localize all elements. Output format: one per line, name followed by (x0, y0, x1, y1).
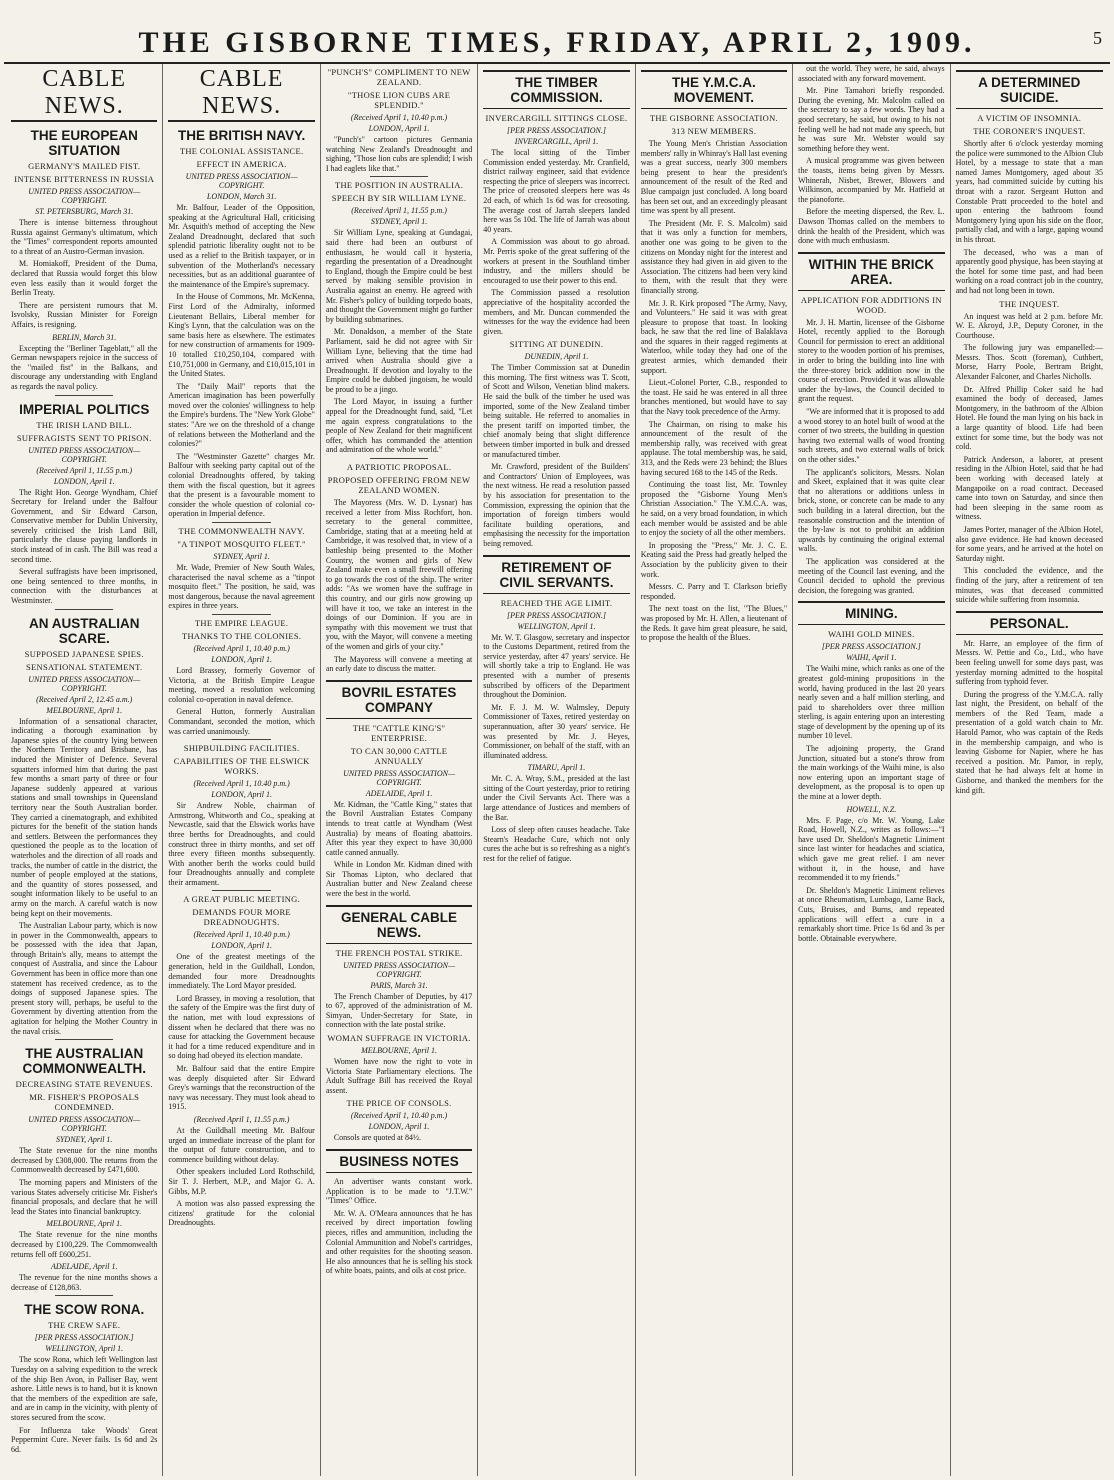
received-line: (Received April 1, 10.40 p.m.) (350, 113, 448, 122)
subheading: THE CORONER'S INQUEST. (973, 126, 1086, 136)
dateline: PARIS, March 31. (370, 980, 428, 990)
paragraph: Lord Brassey, in moving a resolution, that the safety of the Empire was the first duty of the nation, met with loud expressions of dissent when he declared that there was no cause for attacking the Government because it had for a time reduced expenditure and in so doing had obeyed its election mandate. (168, 993, 315, 1061)
received-line: (Received April 1, 10.40 p.m.) (193, 779, 290, 789)
paragraph: The Young Men's Christian Association members' rally in Whinray's Hall last evening was a great success, nearly 300 members being present to hear the president's announcement of the result of the Red and Blue campaign just concluded. A long board has been set out, and an exceedingly pleasant time was spent by all present. (640, 139, 788, 216)
paragraph: Mr. W. A. O'Meara announces that he has received by direct importation fowling pieces, rifles and ammunition, including the Colonial Ammunition and Nobel's cartridges, and other requisites for the shooting season. He also announces that he is selling his stock of white boats, paints, and oils at cost price. (325, 1208, 473, 1276)
dateline: LONDON, April 1. (53, 476, 115, 486)
credit-line: UNITED PRESS ASSOCIATION—COPYRIGHT. (28, 674, 141, 693)
subheading: DEMANDS FOUR MORE DREADNOUGHTS. (192, 907, 291, 928)
dateline: LONDON, April 1. (211, 790, 273, 800)
columns (6, 64, 1108, 1476)
subheading: TO CAN 30,000 CATTLE ANNUALLY (350, 745, 448, 766)
dateline: TIMARU, April 1. (527, 763, 586, 773)
paragraph: While in London Mr. Kidman dined with Sir Thomas Lipton, who declared that Australian butter and New Zealand cheese were the best in the world. (325, 860, 473, 899)
dateline: ADELAIDE, April 1. (50, 1262, 118, 1272)
paragraph: Sir Andrew Noble, chairman of Armstrong, Whitworth and Co., speaking at Newcastle, said that the Elswick works have three berths for Dreadnoughts, and could construct three in thirty months, and set off three every fifteen months subsequently. With another berth the works could build four Dreadnoughts annually and complete their armament. (168, 801, 315, 887)
subheading: THE CREW SAFE. (48, 1320, 121, 1331)
paragraph: An advertiser wants constant work. Application is to be made to "J.T.W." "Times" Office. (325, 1177, 473, 1206)
credit-line: [PER PRESS ASSOCIATION.] (34, 1333, 134, 1343)
paragraph: Lieut.-Colonel Porter, C.B., responded to the toast. He said he was entered in all three branches mentioned, but would have to say that the Navy took precedence of the Army. (640, 378, 788, 417)
column-7 (951, 64, 1108, 1476)
paragraph: Several suffragists have been imprisoned, one being sentenced to three months, in connection with the disturbances at Westminster. (11, 567, 158, 606)
paragraph: The applicant's solicitors, Messrs. Nolan and Skeet, explained that it was quite clear that no alterations or additions unless in brick, stone, or concrete can be made to any such building in a lateral direction, but the reasonable construction and the intention of the by-law is not to prohibit an addition upwards by continuing the original external walls. (798, 467, 945, 554)
paragraph: Information of a sensational character, indicating a thorough examination by Japanese spies of the country lying between the Northern Territory and Brisbane, has induced the Minister of Defence. Several squatters informed him that during the past few months a smart party of three or four Japanese suddenly appeared at various stations and small townships in Queensland territory near the South Australian border. They carried a cinematograph, and exhibited pictures for the benefit of the station hands and settlers. Between the performances they questioned the people as to the location of waterholes and the direction of all roads and tracks, the number of cattle in the district, the number of people employed at the stations, and the quantity of stores possessed, and sought information likely to be useful to an army on the march. A careful watch is now being kept on their movements. (11, 716, 158, 918)
section-heading: THE POSITION IN AUSTRALIA. (334, 180, 464, 191)
credit-line: UNITED PRESS ASSOCIATION—COPYRIGHT. (28, 187, 141, 205)
headline: THE AUSTRALIAN COMMONWEALTH. (22, 1046, 146, 1077)
paragraph: Women have now the right to vote in Victoria State Parliamentary elections. The Adult Suffrage Bill has received the Royal assent. (325, 1057, 473, 1095)
paragraph: The adjoining property, the Grand Junction, situated but a stone's throw from the main workings of the Waihi mine, is also now entering upon an important stage of development, as the proposal is to open up the mine at a lower depth. (798, 744, 945, 802)
advert-paragraph: For Influenza take Woods' Great Peppermint Cure. Never fails. 1s 6d and 2s 6d. (11, 1425, 158, 1454)
subheading: SUPPOSED JAPANESE SPIES. (24, 648, 144, 659)
dateline: MELBOURNE, April 1. (46, 705, 123, 715)
divider (370, 458, 429, 459)
paragraph: There is intense bitterness throughout Russia against Germany's ultimatum, which the "Times" correspondent reports amounted to a threat of an Austro-German invasion. (11, 218, 158, 256)
paragraph: Other speakers included Lord Rothschild, Sir T. J. Herbert, M.P., and Major G. A. Gibbs, M.P. (168, 1167, 315, 1196)
paragraph: At the Guildhall meeting Mr. Balfour urged an immediate increase of the plant for the output of future construction, and to commence building without delay. (168, 1125, 315, 1164)
paragraph: Messrs. C. Parry and T. Clarkson briefly responded. (640, 582, 788, 601)
paragraph: The Commission passed a resolution appreciative of the hospitality accorded the members, and Mr. Duncan commended the witnesses for the way the evidence had been given. (483, 288, 630, 336)
paragraph: out the world. They were, he said, always associated with any forward movement. (798, 64, 945, 83)
paragraph: A Commission was about to go abroad. Mr. Perris spoke of the great suffering of the workers at present in the Southland timber industry, and the millers should be encouraged to use their power to this end. (483, 237, 630, 285)
subheading: THE GISBORNE ASSOCIATION. (649, 113, 778, 123)
divider (55, 1039, 114, 1040)
advert-paragraph: Dr. Sheldon's Magnetic Liniment relieves at once Rheumatism, Lumbago, Lame Back, Cuts, Bruises, and Burns, and repeated applications will effect a cure in a remarkably short time. Price 1s 6d and 3s per bottle. Obtainable everywhere. (798, 885, 945, 943)
paragraph: Excepting the "Berliner Tageblatt," all the German newspapers rejoice in the success of the "mailed fist" in the Balkans, and discourage any understanding with England as regards the naval policy. (11, 343, 158, 391)
paragraph: Mr. W. T. Glasgow, secretary and inspector to the Customs Department, retired from the service yesterday, after 47 years' service. He will shortly take a trip to England. He was presented with a number of presents subscribed by officers of the Department throughout the Dominion. (483, 632, 630, 700)
headline: WITHIN THE BRICK AREA. (798, 252, 944, 291)
headline: A DETERMINED SUICIDE. (956, 70, 1103, 109)
subheading: THE COLONIAL ASSISTANCE. (179, 146, 304, 156)
paragraph: Dr. Alfred Phillip Coker said he had examined the body of deceased, James Montgomery, in the bathroom of the Albion Hotel. He found the man lying on his back in a large quantity of blood. Life had been extinct for some time, but the body was not cold. (955, 384, 1103, 452)
paragraph: Mr. Harre, an employee of the firm of Messrs. W. Pettie and Co., Ltd., who have been feeling unwell for some days past, was yesterday morning admitted to the hospital suffering from typhoid fever. (955, 638, 1103, 687)
paragraph: General Hutton, formerly Australian Commandant, seconded the motion, which was carried unanimously. (168, 707, 315, 736)
paragraph: The Timber Commission sat at Dunedin this morning. The first witness was T. Scott, of Scott and Wilson, Venetian blind makers. He said the bulk of the timber he used was imported, some of the New Zealand timber being suitable. He referred to anomalies in the present tariff on imported timber, the chief anomaly being that slight difference between timber imported in bulk and dressed or manufactured timber. (483, 363, 630, 459)
paragraph: The Mayoress will convene a meeting at an early date to discuss the matter. (325, 654, 473, 674)
subheading: MR. FISHER'S PROPOSALS CONDEMNED. (29, 1092, 140, 1113)
subheading: "THOSE LION CUBS ARE SPLENDID." (347, 90, 451, 110)
paragraph: There are persistent rumours that M. Isvolsky, Russian Minister for Foreign Affairs, is resigning. (11, 300, 158, 329)
section-heading: SHIPBUILDING FACILITIES. (183, 743, 300, 754)
received-line: (Received April 1, 10.40 p.m.) (193, 930, 290, 940)
subheading: INTENSE BITTERNESS IN RUSSIA (14, 174, 155, 184)
paragraph: The "Westminster Gazette" charges Mr. Balfour with seeking party capital out of the colonial Dreadnoughts offered, by taking them with the fiscal question, but it agrees that the present is a favourable moment to consider the whole question of colonial co-operation in Imperial defence. (168, 451, 315, 519)
credit-line: UNITED PRESS ASSOCIATION—COPYRIGHT. (185, 172, 298, 190)
paragraph: M. Homiakoff, President of the Duma, declared that Russia would forget this blow even less easily than it would forget the Berlin Treaty. (11, 259, 158, 298)
masthead-title: THE GISBORNE TIMES, FRIDAY, APRIL 2, 1909. (138, 26, 976, 59)
paragraph: The deceased, who was a man of apparently good physique, has been staying at the hotel for some time past, and had been working on a road contract job in the country, and had not long been in town. (955, 247, 1103, 295)
paragraph: During the progress of the Y.M.C.A. rally last night, the President, on behalf of the members of the Red Team, made a presentation of a gold watch chain to Mr. Harold Pamor, who was captain of the Reds in the membership campaign, and who is leaving Gisborne for Napier, where he has received a position. Mr. Pamor, in reply, stated that he had always felt at home in Gisborne, and thanked the members for the kind gift. (955, 689, 1103, 795)
subheading: SITTING AT DUNEDIN. (509, 339, 604, 350)
cable-news-banner: CABLE NEWS. (11, 66, 157, 122)
dateline: HOWELL, N.Z. (846, 804, 897, 814)
headline: THE SCOW RONA. (24, 1302, 145, 1318)
dateline: MELBOURNE, April 1. (46, 1219, 123, 1229)
column-4 (478, 64, 635, 1476)
paragraph: In proposing the "Press," Mr. J. C. E. Keating said the Press had greatly helped the Association by the publicity given to their work. (640, 540, 788, 579)
advert-paragraph: Mrs. F. Page, c/o Mr. W. Young, Lake Road, Howell, N.Z., writes as follows:—"I have used Dr. Sheldon's Magnetic Liniment since last winter for headaches and sciatica, which gave me great relief. I am never without it, in the house, and have recommended it to my friends." (798, 815, 945, 883)
subheading: THANKS TO THE COLONIES. (181, 630, 302, 641)
subheading: PROPOSED OFFERING FROM NEW ZEALAND WOMEN. (327, 475, 471, 496)
subheading: A VICTIM OF INSOMNIA. (977, 113, 1082, 123)
credit-line: [PER PRESS ASSOCIATION.] (507, 126, 606, 135)
paragraph: Lord Brassey, formerly Governor of Victoria, at the British Empire League meeting, moved a resolution welcoming colonial co-operation in naval defence. (168, 665, 315, 704)
paragraph: The morning papers and Ministers of the various States adversely criticise Mr. Fisher's financial proposals, and declare that he will lead the States into financial bankruptcy. (11, 1178, 158, 1216)
divider (55, 395, 114, 396)
received-line: (Received April 1, 10.40 p.m.) (350, 1111, 448, 1121)
divider (212, 890, 271, 891)
dateline: LONDON, April 1. (368, 124, 430, 133)
received-line: (Received April 2, 12.45 a.m.) (36, 694, 133, 704)
column-6 (793, 64, 950, 1476)
headline: AN AUSTRALIAN SCARE. (28, 615, 140, 646)
credit-line: UNITED PRESS ASSOCIATION—COPYRIGHT. (343, 768, 456, 787)
subheading: THE PRICE OF CONSOLS. (346, 1098, 452, 1109)
paragraph: This concluded the evidence, and the finding of the jury, after a retirement of ten minutes, was that deceased committed suicide while suffering from insomnia. (955, 566, 1103, 605)
section-heading: "PUNCH'S" COMPLIMENT TO NEW ZEALAND. (327, 67, 471, 87)
dateline: WAIHI, April 1. (846, 653, 897, 663)
paragraph: Mr. Wade, Premier of New South Wales, characterised the naval scheme as a "tinpot mosquito fleet." The position, he said, was most dangerous, because the naval agreement expires in three years. (168, 563, 315, 611)
dateline: ADELAIDE, April 1. (365, 788, 433, 798)
subheading: GERMANY'S MAILED FIST. (28, 161, 141, 171)
paragraph: Mr. J. H. Martin, licensee of the Gisborne Hotel, recently applied to the Borough Council for permission to erect an additional storey to the wooden portion of his premises, in order to bring the building into line with the three-storey brick addition now in the course of erection. Provided it was allowable under the by-laws, the Council decided to grant the request. (798, 317, 945, 404)
dateline: WELLINGTON, April 1. (45, 1344, 124, 1354)
divider (212, 739, 271, 740)
column-2 (163, 64, 320, 1476)
subheading: THE IRISH LAND BILL. (36, 419, 133, 430)
headline: RETIREMENT OF CIVIL SERVANTS. (483, 555, 629, 594)
advert-paragraph: Loss of sleep often causes headache. Take Stearn's Headache Cure, which not only cures the ache but is so refreshing as a night's rest for the relief of fatigue. (483, 825, 630, 864)
section-heading: THE COMMONWEALTH NAVY. (178, 526, 305, 536)
paragraph: The French Chamber of Deputies, by 417 to 67, approved of the administration of M. Simyan, Under-Secretary for State, in connection with the late postal strike. (325, 991, 473, 1030)
dateline: WELLINGTON, April 1. (517, 621, 596, 631)
column-5 (636, 64, 793, 1476)
dateline: LONDON, April 1. (211, 941, 273, 951)
credit-line: UNITED PRESS ASSOCIATION—COPYRIGHT. (28, 1115, 141, 1134)
received-line: (Received April 1, 10.40 p.m.) (193, 643, 290, 653)
paragraph: James Porter, manager of the Albion Hotel, also gave evidence. He had known deceased for some years, and he arrived at the hotel on Saturday night. (955, 524, 1103, 563)
paragraph: Mr. Balfour, Leader of the Opposition, speaking at the Agricultural Hall, criticising Mr. Asquith's method of accepting the New Zealand Dreadnought, declared that such splendid patriotic liberality ought not to be used as a relief to the British taxpayer, or in subvention of the Motherland's necessary necessities, but as an additional guarantee of the maintenance of the Empire's supremacy. (168, 203, 315, 289)
subheading: EFFECT IN AMERICA. (196, 159, 287, 169)
subheading: SPEECH BY SIR WILLIAM LYNE. (331, 193, 467, 204)
headline: PERSONAL. (956, 611, 1103, 635)
paragraph: An inquest was held at 2 p.m. before Mr. W. E. Akroyd, J.P., Deputy Coroner, in the Courthouse. (955, 311, 1103, 340)
section-heading: THE EMPIRE LEAGUE. (194, 617, 289, 628)
divider (55, 1295, 114, 1296)
paragraph: Mr. Pine Tamahori briefly responded. During the evening, Mr. Malcolm called on the secretary to say a few words. They had a good secretary, he said, but owing to his not feeling well he had not made any speech, but he was sure Mr. Webster would say something before they went. (798, 86, 945, 153)
paragraph: Mr. C. A. Wray, S.M., presided at the last sitting of the Court yesterday, prior to retiring under the Civil Servants Act. There was a large attendance of Justices and members of the Bar. (483, 774, 630, 822)
cable-news-banner: CABLE NEWS. (168, 66, 314, 122)
dateline: LONDON, March 31. (206, 192, 277, 201)
dateline: SYDNEY, April 1. (370, 217, 428, 227)
divider (212, 522, 271, 523)
headline: THE BRITISH NAVY. (178, 128, 306, 143)
paragraph: A motion was also passed expressing the citizens' gratitude for the colonial Dreadnoughts. (168, 1199, 315, 1228)
credit-line: UNITED PRESS ASSOCIATION—COPYRIGHT. (343, 960, 456, 979)
subheading: SENSATIONAL STATEMENT. (26, 661, 143, 672)
paragraph: Mr. J. R. Kirk proposed "The Army, Navy, and Volunteers." He said it was with great pleasure to propose that toast. In looking back, he saw that the red line of Balaklava and the squares in their ragged regiments at Waterloo, while today they had one of the greatest armies, which demanded their support. (640, 298, 788, 375)
headline: THE TIMBER COMMISSION. (483, 70, 629, 109)
column-3 (321, 64, 478, 1476)
paragraph: The President (Mr. F. S. Malcolm) said that it was only a function for members, another one was going to be given to the citizens on Monday night for the interest and assistance they had given in aid given to the Association. The citizens had been very kind to them, with the result that they were financially strong. (640, 218, 788, 295)
divider (370, 176, 429, 177)
divider (212, 614, 271, 615)
received-line: (Received April 1, 11.55 p.m.) (351, 206, 447, 216)
credit-line: [PER PRESS ASSOCIATION.] (821, 642, 921, 652)
paragraph: The Lord Mayor, in issuing a further appeal for the Dreadnought fund, said, "Let me again express congratulations to the people of New Zealand for their magnificent offer, which has commanded the attention and admiration of the whole world." (325, 397, 473, 455)
dateline: SYDNEY, April 1. (213, 552, 270, 561)
subheading: INVERCARGILL SITTINGS CLOSE. (485, 113, 628, 123)
paragraph: The next toast on the list, "The Blues," was proposed by Mr. H. Allen, a lieutenant of the Reds. It gave him great pleasure, he said, to propose the health of the Blues. (640, 604, 788, 643)
subheading: CAPABILITIES OF THE ELSWICK WORKS. (173, 756, 310, 777)
paragraph: Before the meeting dispersed, the Rev. L. Dawson Thomas called on the members to drink the health of the President, which was done with much enthusiasm. (798, 207, 945, 246)
paragraph: The Waihi mine, which ranks as one of the greatest gold-mining propositions in the world, having produced in the last 20 years nearly seven and a half million sterling, and paid to shareholders over three million sterling, is again entering upon an interesting stage of development by the opening up of its number 10 level. (798, 664, 945, 741)
headline: THE EUROPEAN SITUATION (30, 128, 138, 158)
received-line: (Received April 1, 11.55 p.m.) (193, 1114, 290, 1124)
paragraph: The revenue for the nine months shows a decrease of £128,863. (11, 1273, 158, 1292)
section-heading: A PATRIOTIC PROPOSAL. (346, 462, 452, 473)
subheading: THE INQUEST. (999, 298, 1060, 309)
headline: BUSINESS NOTES (326, 1149, 472, 1173)
section-heading: A GREAT PUBLIC MEETING. (183, 894, 301, 905)
paragraph: Mr. F. J. M. W. Walmsley, Deputy Commissioner of Taxes, retired yesterday on superannuation, after 30 years' service. He was presented by Mr. J. Heyes, Commissioner, on behalf of the staff, with an illuminated address. (483, 702, 630, 760)
paragraph: Mr. Kidman, the "Cattle King," states that the Bovril Australian Estates Company intends to treat cattle at Wyndham (West Australia) by means of floating abattoirs. After this year they expect to have 30,000 cattle canned annually. (325, 799, 473, 857)
subheading: THE FRENCH POSTAL STRIKE. (335, 947, 463, 958)
subheading: "A TINPOT MOSQUITO FLEET." (177, 539, 306, 549)
dateline: MELBOURNE, April 1. (361, 1046, 437, 1056)
subheading: WAIHI GOLD MINES. (828, 629, 915, 640)
paragraph: The local sitting of the Timber Commission ended yesterday. Mr. Cranfield, district railway engineer, said that evidence respecting the price of sleepers was incorrect. The price of creosoted sleepers here was 4s 2d each, of which 1s 6d was for creosoting. The average cost of Jarrah sleepers landed here was 5s 10d. The life of Jarrah was about 40 years. (483, 148, 630, 234)
subheading: SUFFRAGISTS SENT TO PRISON. (16, 432, 152, 443)
dateline: SYDNEY, April 1. (55, 1135, 113, 1145)
paragraph: Consols are quoted at 84½. (333, 1133, 421, 1143)
headline: MINING. (798, 601, 944, 625)
subheading: THE "CATTLE KING'S" ENTERPRISE. (352, 722, 446, 743)
dateline: INVERCARGILL, April 1. (514, 137, 599, 146)
headline: GENERAL CABLE NEWS. (326, 905, 472, 944)
page-corner-mark: 5 (1093, 28, 1102, 48)
headline: THE Y.M.C.A. MOVEMENT. (641, 70, 787, 109)
subheading: REACHED THE AGE LIMIT. (500, 597, 613, 608)
paragraph: "We are informed that it is proposed to add a wood storey to an hotel built of wood at the corner of two streets, the building in question having two external walls of wood fronting such streets, and two external walls of brick on the other sides." (798, 407, 945, 464)
paragraph: Mr. Balfour said that the entire Empire was deeply disquieted after Sir Edward Grey's warnings that the reconstruction of the navy was necessary. They must look ahead to 1915. (168, 1064, 315, 1112)
paragraph: A musical programme was given between the toasts, items being given by Messrs. Whinerah, Nisbet, Brewer, Blowers and Wilkinson, accompanied by Mr. Hatfield at the pianoforte. (798, 156, 945, 204)
paragraph: The State revenue for the nine months decreased by £100,229. The Commonwealth returns fell off £600,251. (11, 1230, 158, 1259)
subheading: DECREASING STATE REVENUES. (15, 1079, 153, 1090)
headline: BOVRIL ESTATES COMPANY (326, 680, 472, 719)
paragraph: The application was considered at the meeting of the Council last evening, and the Council decided to uphold the previous decision, the foregoing was granted. (798, 556, 945, 595)
dateline: ST. PETERSBURG, March 31. (35, 207, 134, 216)
paragraph: Sir William Lyne, speaking at Gundagai, said there had been an outburst of enthusiasm, he would call it hysteria, regarding the presentation of a Dreadnought to England, though the Empire could be best served by making sensible provision in Australia against an enemy. He agreed with Mr. Fisher's policy of building torpedo boats, and thought the Government might go further by building submarines. (325, 228, 473, 324)
credit-line: [PER PRESS ASSOCIATION.] (507, 610, 606, 620)
paragraph: Mr. Donaldson, a member of the State Parliament, said he did not agree with Sir William Lyne, believing that the time had arrived when Australia should give a Dreadnought. If devotion and loyalty to the Empire could be dubbed jingoism, he would be proud to be a jingo. (325, 327, 473, 394)
masthead (4, 4, 1110, 64)
dateline: LONDON, April 1. (368, 1122, 430, 1132)
paragraph: One of the greatest meetings of the generation, held in the Guildhall, London, demanded four more Dreadnoughts immediately. The Lord Mayor presided. (168, 952, 315, 991)
paragraph: Continuing the toast list, Mr. Townley proposed the "Gisborne Young Men's Christian Association." The Y.M.C.A. was, he said, on a very broad foundation, in which each member would be assisted and be able to enjoy the society of all the other members. (640, 480, 788, 538)
paragraph: The Mayoress (Mrs. W. D. Lysnar) has received a letter from Miss Rochfort, hon. secretary to the general committee, Cambridge, stating that at a meeting held at Cambridge, it was resolved that, in view of a battleship being presented to the Mother Country, the women and girls of New Zealand make even a small freewill offering to go towards the cost of the ship. The writer adds: "As we women have the suffrage in this country, and our girls now growing up will have it too, we take an interest in the doings of our Dominion. If you are in sympathy with this movement we trust that you, with the Mayor, will convene a meeting of the women and girls of your city." (325, 498, 473, 651)
headline: IMPERIAL POLITICS (19, 401, 150, 417)
paragraph: The Chairman, on rising to make his announcement of the result of the membership rally, was received with great applause. The total membership was, he said, 313, and the Reds were 23 behind; the Blues having secured 168 to the 145 of the Reds. (640, 419, 788, 477)
paragraph: The Right Hon. George Wyndham, Chief Secretary for Ireland under the Balfour Government, and Sir Edward Carson, Conservative member for Dublin University, severely criticised the Irish Land Bill, particularly the clause paying landlords in stock instead of in cash. The Bill was read a second time. (11, 487, 158, 564)
paragraph: The Australian Labour party, which is now in power in the Commonwealth, appears to be possessed with the idea that Japan, through Britain's ally, means to attempt the conquest of Australia, and since the Labour Government has been in office more than one statement has received credence, as to the doings of supposed Japanese spies. The present story will, perhaps, be useful to the Government by diverting attention from the agitation for helping the Mother Country in the naval crisis. (11, 921, 158, 1036)
divider (55, 609, 114, 610)
dateline: BERLIN, March 31. (52, 332, 117, 342)
paragraph: The following jury was empanelled:—Messrs. Thos. Scott (foreman), Cuthbert, Morse, Harry Poole, Bertram Bright, Alexander Falconer, and Charles Nicholls. (955, 343, 1103, 382)
paragraph: Shortly after 6 o'clock yesterday morning the police were summoned to the Albion Club Hotel, by a message to state that a man named James Montgomery, aged about 35 years, had committed suicide by cutting his throat with a razor. Sergeant Hutton and Constable Pratt proceeded to the hotel and upon entering the bathroom found Montgomery lying upon his side on the floor, partially clad, and with a large, gaping wound in his throat. (955, 139, 1103, 244)
paragraph: In the House of Commons, Mr. McKenna, First Lord of the Admiralty, informed Lieutenant Bellairs, Liberal member for King's Lynn, that the calculation was on the same basis here as elsewhere. The estimates for new construction of armaments for 1909-10 totalled £10,250,104, compared with £10,751,000 in Germany, and £10,015,101 in the United States. (168, 292, 315, 379)
credit-line: UNITED PRESS ASSOCIATION—COPYRIGHT. (28, 445, 141, 464)
received-line: (Received April 1, 11.55 p.m.) (36, 465, 133, 475)
subheading: APPLICATION FOR ADDITIONS IN WOOD. (800, 294, 942, 315)
dateline: DUNEDIN, April 1. (524, 352, 589, 362)
subheading: 313 NEW MEMBERS. (671, 126, 757, 136)
paragraph: Patrick Anderson, a laborer, at present residing in the Albion Hotel, said that he had been working with deceased lately at Mangapoike on a road contract. Deceased came into town on Saturday, and since then had been sleeping in the same room as witness. (955, 454, 1103, 522)
column-1 (6, 64, 163, 1476)
paragraph: The "Daily Mail" reports that the American imagination has been powerfully moved over the colonies' willingness to help the Empire's burdens. The "New York Globe" states: "Are we on the threshold of a change of relations between the Motherland and the colonies?" (168, 381, 315, 449)
paragraph: Mr. Crawford, president of the Builders' and Contractors' Union of Employees, was the next witness. He read a resolution passed by his association for presentation to the Commission, expressing the opinion that the importation of foreign timbers would facilitate building operations, and emphasising the necessity for the importation being removed. (483, 462, 630, 548)
paragraph: The State revenue for the nine months decreased by £308,000. The returns from the Commonwealth decreased by £471,600. (11, 1146, 158, 1175)
dateline: LONDON, April 1. (211, 654, 273, 664)
paragraph: "Punch's" cartoon pictures Germania watching New Zealand's Dreadnought and sighing, "Those lion cubs are splendid; I wish I had eaglets like that." (325, 135, 473, 173)
subheading: WOMAN SUFFRAGE IN VICTORIA. (327, 1033, 471, 1044)
paragraph: The scow Rona, which left Wellington last Tuesday on a salving expedition to the wreck of the ship Ben Avon, in Palliser Bay, went ashore. Little news is to hand, but it is known that the members of the expedition are safe, and are in camp in the vicinity, with plenty of stores secured from the scow. (11, 1355, 158, 1422)
